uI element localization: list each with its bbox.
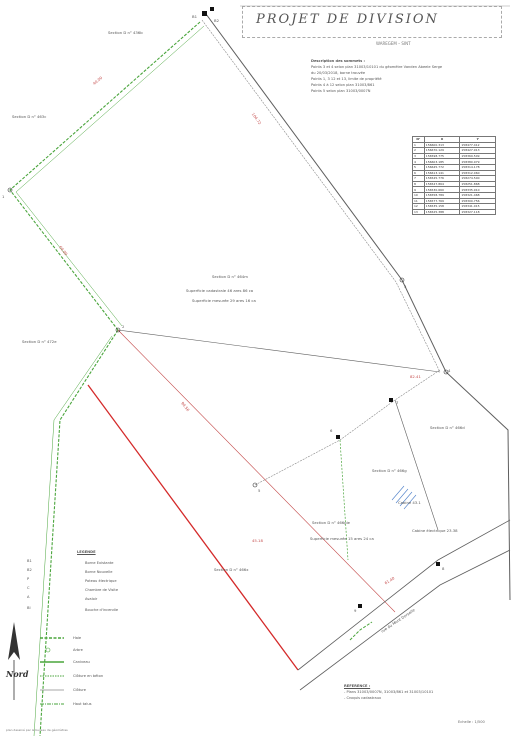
lot-hedge-line (340, 440, 348, 560)
table-header: X (424, 137, 460, 143)
table-cell: 1 (413, 142, 425, 148)
north-arrow-icon (8, 622, 20, 700)
legend-item: Caniveau (73, 660, 90, 664)
section-label: Section D n° 472e (22, 339, 57, 344)
table-header: Y (460, 137, 496, 143)
subtitle: WAREGEM – SINT (376, 41, 411, 46)
measure-line (118, 330, 395, 612)
table-cell: 11 (413, 198, 425, 204)
description-line: Points 3 et 4 selon plan 31003/10101 du géomètre Vanden Abeele Serge (311, 65, 443, 69)
surface-label: Superficie mesurée 15 ares 24 ca (310, 536, 374, 541)
dimension-label: 90.56 (180, 400, 191, 413)
surface-label: Superficie mesurée 29 ares 16 ca (192, 298, 256, 303)
cabine-sublabel: Cabine électrique 23.38 (412, 528, 458, 533)
north-west-hedge (10, 22, 200, 330)
point-label: 2 (122, 324, 125, 329)
east-boundary-line (206, 14, 510, 600)
point-label: B2 (214, 18, 220, 23)
table-cell: 156603.185 (424, 159, 460, 165)
legend-item: Borne Existante (85, 561, 114, 565)
table-cell: 7 (413, 176, 425, 182)
table-cell: 12 (413, 204, 425, 210)
legend-symbol: B2 (27, 568, 32, 572)
section-label: Section D n° 466pie (312, 520, 351, 525)
table-cell: 158380.979 (460, 159, 496, 165)
table-cell: 156535.158 (424, 204, 460, 210)
table-cell: 156645.772 (424, 164, 460, 170)
point-label: 7 (396, 400, 399, 405)
legend-symbol: BI (27, 606, 31, 610)
table-cell: 2 (413, 148, 425, 154)
north-west-hedge-inner (16, 26, 204, 326)
table-cell: 158369.509 (460, 153, 496, 159)
reference-line: - Plans 31003/0007N, 31003/861 et 31003/10101 (344, 690, 434, 694)
east-inner-boundary (202, 20, 440, 372)
borne-marker (436, 562, 440, 566)
section-label: Section D n° 466x (214, 567, 249, 572)
section-label: Section D n° 466d (430, 425, 465, 430)
table-cell: 156547.864 (424, 181, 460, 187)
table-cell: 158274.500 (460, 176, 496, 182)
table-cell: 158427.913 (460, 148, 496, 154)
dimension-label: 61.40 (383, 575, 396, 586)
legend-item: Clôture en béton (73, 674, 104, 678)
legend-item: Borne Nouvelle (85, 570, 113, 574)
legend-item: Clôture (73, 688, 87, 692)
table-cell: 156613.141 (424, 170, 460, 176)
legend-symbol: A (27, 595, 30, 599)
table-cell: 156577.769 (424, 198, 460, 204)
table-cell: 5 (413, 164, 425, 170)
table-cell: 156670.129 (424, 148, 460, 154)
borne-marker (389, 398, 393, 402)
legend-symbol: B1 (27, 559, 32, 563)
point-label: 9 (354, 608, 357, 613)
borne-marker (336, 435, 340, 439)
table-cell: 8 (413, 181, 425, 187)
point-label: 5 (258, 488, 261, 493)
table-cell: 10 (413, 192, 425, 198)
legend-heading: LEGENDE (77, 550, 96, 554)
description-line: du 20/03/2018, borne trouvée (311, 71, 366, 75)
point-label: B1 (192, 14, 198, 19)
legend-graphics (40, 638, 64, 704)
legend-item: Arbre (73, 648, 83, 652)
dimension-label: 104.72 (250, 111, 263, 126)
compass-label: Nord (6, 669, 29, 679)
legend-symbol: C (27, 586, 30, 590)
borne-marker (358, 604, 362, 608)
table-cell: 156598.775 (424, 153, 460, 159)
point-label: 8 (442, 566, 445, 571)
table-cell: 158335.910 (460, 187, 496, 193)
point-label: 4 (448, 368, 451, 373)
table-cell: 158477.412 (460, 142, 496, 148)
division-line (88, 385, 298, 670)
table-header: N° (413, 137, 425, 143)
legend-item: Poteau électrique (85, 579, 117, 583)
description-line: Points 4 à 12 selon plan 31003/861 (311, 83, 375, 87)
road-hedge (350, 622, 372, 640)
table-cell: 158300.756 (460, 198, 496, 204)
description-line: Points 5 selon plan 31003/0007N (311, 89, 371, 93)
borne-marker (202, 11, 207, 16)
legend-symbol: P (27, 577, 30, 581)
table-cell: 158314.178 (460, 164, 496, 170)
reference-block (344, 683, 433, 701)
cabine-hatching (392, 486, 416, 509)
table-cell: 156525.388 (424, 209, 460, 215)
table-cell: 9 (413, 187, 425, 193)
description-heading: Description des sommets : (311, 59, 365, 63)
legend-item: Bouche d'incendie (85, 608, 119, 612)
legend-item: Haie (73, 636, 82, 640)
section-label: Section D n° 436b (108, 30, 143, 35)
point-label: 3 (404, 284, 407, 289)
reference-line: - Croquis cadastraux (344, 696, 382, 700)
table-cell: 158341.015 (460, 204, 496, 210)
dimension-label: 45.18 (252, 538, 263, 543)
lot-boundary-line (395, 400, 438, 530)
table-cell: 156558.789 (424, 192, 460, 198)
table-cell: 156545.776 (424, 176, 460, 182)
lot-north-line (255, 370, 440, 485)
legend-item: Haut talus (73, 702, 92, 706)
legend-item: Chambre de Visite (85, 588, 119, 592)
table-cell: 13 (413, 209, 425, 215)
legend-item: Avaloir (85, 597, 98, 601)
dimension-label: 82.41 (410, 374, 421, 379)
table-cell: 156530.660 (424, 187, 460, 193)
table-cell: 156600.313 (424, 142, 460, 148)
table-cell: 6 (413, 170, 425, 176)
table-cell: 158312.060 (460, 170, 496, 176)
section-label: Section D n° 463c (12, 114, 47, 119)
scale-label: Echelle : 1/500 (458, 720, 485, 724)
table-cell: 158321.468 (460, 192, 496, 198)
inner-boundary-line (118, 330, 440, 372)
table-cell: 158327.118 (460, 209, 496, 215)
point-label: 6 (330, 428, 333, 433)
road-edge-north (298, 520, 510, 670)
page-title: PROJET DE DIVISION (256, 12, 439, 27)
table-cell: 3 (413, 153, 425, 159)
reference-heading: REFERENCE : (344, 684, 371, 688)
point-label: 1 (2, 194, 5, 199)
dimension-label: 60.00 (58, 244, 69, 257)
description-line: Points 1, 3 12 et 13, limite de propriété (311, 77, 382, 81)
road-edge-south (300, 550, 510, 690)
dimension-label: 40.00 (91, 75, 104, 86)
borne-marker (210, 7, 214, 11)
section-label: Section D n° 464m (212, 274, 248, 279)
cabine-label: Cabine 43.1 (398, 500, 421, 505)
table-cell: 4 (413, 159, 425, 165)
table-cell: 158251.868 (460, 181, 496, 187)
section-label: Section D n° 466g (372, 468, 407, 473)
surface-label: Superficie cadastrale 46 ares 86 ca (186, 288, 254, 293)
footer-note: plan dessiné par le bureau de géomètres (6, 728, 68, 732)
road-label: rue du Mont Dorselle (380, 607, 416, 634)
survey-markers (202, 7, 440, 608)
